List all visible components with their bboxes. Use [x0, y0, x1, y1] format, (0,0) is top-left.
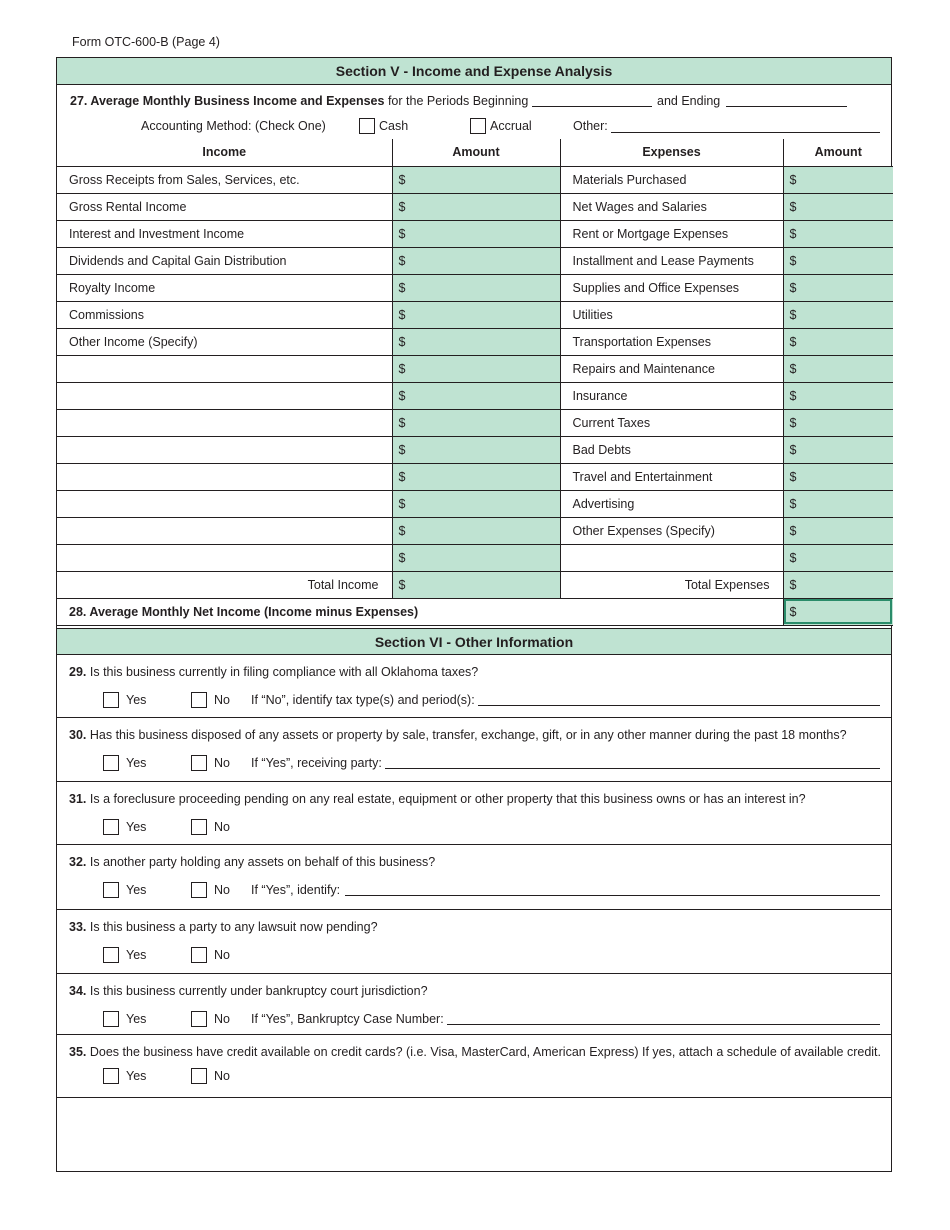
expense-item: Materials Purchased — [560, 166, 783, 193]
follow-up-field[interactable] — [447, 1024, 880, 1025]
question-text — [69, 792, 806, 806]
no-label: No — [214, 1012, 230, 1026]
expense-item: Supplies and Office Expenses — [560, 274, 783, 301]
follow-up-label: If “Yes”, Bankruptcy Case Number: — [251, 1012, 444, 1026]
table-row — [57, 544, 893, 571]
follow-up-label: If “Yes”, receiving party: — [251, 756, 382, 770]
question-body: Is this business currently under bankruptcy court jurisdiction? — [89, 984, 428, 998]
total-expenses-amount[interactable]: $ — [783, 571, 893, 598]
question-number: 35. — [69, 1045, 87, 1059]
question-number: 31. — [69, 792, 87, 806]
income-amount-field[interactable]: $ — [392, 328, 560, 355]
total-income-label: Total Income — [57, 571, 392, 598]
table-row — [57, 436, 893, 463]
expense-item: Other Expenses (Specify) — [560, 517, 783, 544]
form-id: Form OTC-600-B (Page 4) — [72, 35, 220, 49]
expense-amount-field[interactable]: $ — [783, 193, 893, 220]
q28-row — [57, 598, 893, 625]
follow-up-field[interactable] — [478, 705, 880, 706]
expense-amount-field[interactable]: $ — [783, 382, 893, 409]
no-checkbox[interactable] — [191, 755, 207, 771]
income-header: Income — [57, 139, 392, 166]
cash-label: Cash — [379, 119, 409, 133]
table-header-row — [57, 139, 893, 166]
expense-item: Bad Debts — [560, 436, 783, 463]
question-text — [69, 855, 435, 869]
yes-label: Yes — [126, 693, 147, 707]
table-row — [57, 490, 893, 517]
income-item — [57, 517, 392, 544]
income-item: Gross Rental Income — [57, 193, 392, 220]
no-checkbox[interactable] — [191, 1068, 207, 1084]
no-label: No — [214, 948, 230, 962]
no-checkbox[interactable] — [191, 1011, 207, 1027]
income-amount-field[interactable]: $ — [392, 490, 560, 517]
no-label: No — [214, 693, 230, 707]
yes-label: Yes — [126, 1012, 147, 1026]
expense-item: Transportation Expenses — [560, 328, 783, 355]
accrual-checkbox[interactable] — [470, 118, 486, 134]
income-amount-field[interactable]: $ — [392, 247, 560, 274]
section-vi-title: Section VI - Other Information — [57, 628, 891, 655]
no-label: No — [214, 820, 230, 834]
income-item — [57, 382, 392, 409]
table-row — [57, 301, 893, 328]
yes-label: Yes — [126, 820, 147, 834]
income-item — [57, 463, 392, 490]
table-row — [57, 409, 893, 436]
question-body: Is this business currently in filing compliance with all Oklahoma taxes? — [89, 665, 479, 679]
yes-checkbox[interactable] — [103, 1011, 119, 1027]
income-amount-field[interactable]: $ — [392, 409, 560, 436]
income-item: Interest and Investment Income — [57, 220, 392, 247]
table-row — [57, 328, 893, 355]
income-item — [57, 544, 392, 571]
income-amount-field[interactable]: $ — [392, 355, 560, 382]
question-33 — [57, 910, 891, 974]
section-v-title: Section V - Income and Expense Analysis — [57, 58, 891, 85]
expense-item: Installment and Lease Payments — [560, 247, 783, 274]
income-amount-field[interactable]: $ — [392, 436, 560, 463]
income-item: Dividends and Capital Gain Distribution — [57, 247, 392, 274]
expense-amount-field[interactable]: $ — [783, 301, 893, 328]
period-begin-field[interactable] — [532, 106, 652, 107]
yes-checkbox[interactable] — [103, 882, 119, 898]
expense-item: Repairs and Maintenance — [560, 355, 783, 382]
expense-amount-field[interactable]: $ — [783, 274, 893, 301]
income-item: Gross Receipts from Sales, Services, etc. — [57, 166, 392, 193]
income-item — [57, 409, 392, 436]
question-30 — [57, 718, 891, 782]
question-body: Has this business disposed of any assets or property by sale, transfer, exchange, gift, or in any other manner during the past 18 months? — [89, 728, 847, 742]
income-amount-field[interactable]: $ — [392, 220, 560, 247]
amount-header: Amount — [392, 139, 560, 166]
question-text — [69, 665, 478, 679]
totals-row — [57, 571, 893, 598]
question-number: 30. — [69, 728, 87, 742]
accrual-label: Accrual — [490, 119, 532, 133]
yes-checkbox[interactable] — [103, 947, 119, 963]
expense-item: Travel and Entertainment — [560, 463, 783, 490]
expense-amount-field[interactable]: $ — [783, 463, 893, 490]
expense-amount-field[interactable]: $ — [783, 409, 893, 436]
question-35 — [57, 1035, 891, 1098]
table-row — [57, 355, 893, 382]
q28-label: 28. Average Monthly Net Income (Income minus Expenses) — [57, 598, 783, 625]
net-income-amount[interactable]: $ — [783, 598, 893, 625]
no-checkbox[interactable] — [191, 947, 207, 963]
yes-label: Yes — [126, 1069, 147, 1083]
question-number: 29. — [69, 665, 87, 679]
table-row — [57, 463, 893, 490]
no-checkbox[interactable] — [191, 882, 207, 898]
question-29 — [57, 655, 891, 718]
income-item — [57, 355, 392, 382]
expense-item: Net Wages and Salaries — [560, 193, 783, 220]
table-row — [57, 166, 893, 193]
income-item: Royalty Income — [57, 274, 392, 301]
expense-amount-field[interactable]: $ — [783, 220, 893, 247]
expense-item: Advertising — [560, 490, 783, 517]
question-number: 33. — [69, 920, 87, 934]
follow-up-field[interactable] — [385, 768, 880, 769]
income-amount-field[interactable]: $ — [392, 463, 560, 490]
yes-checkbox[interactable] — [103, 692, 119, 708]
question-body: Is a foreclusure proceeding pending on any real estate, equipment or other property that this business owns or has an interest in? — [89, 792, 806, 806]
no-label: No — [214, 756, 230, 770]
table-row — [57, 247, 893, 274]
income-amount-field[interactable]: $ — [392, 301, 560, 328]
other-method-field[interactable] — [611, 132, 880, 133]
expense-item — [560, 544, 783, 571]
other-label: Other: — [573, 119, 608, 133]
amount-header-2: Amount — [783, 139, 893, 166]
expenses-header: Expenses — [560, 139, 783, 166]
no-checkbox[interactable] — [191, 819, 207, 835]
expense-amount-field[interactable]: $ — [783, 490, 893, 517]
follow-up-label: If “No”, identify tax type(s) and period(s): — [251, 693, 475, 707]
table-row — [57, 220, 893, 247]
follow-up-field[interactable] — [345, 895, 880, 896]
income-expense-table — [57, 139, 893, 626]
expense-item: Utilities — [560, 301, 783, 328]
yes-checkbox[interactable] — [103, 819, 119, 835]
question-number: 34. — [69, 984, 87, 998]
question-number: 32. — [69, 855, 87, 869]
income-item — [57, 490, 392, 517]
question-31 — [57, 782, 891, 845]
period-end-field[interactable] — [726, 106, 847, 107]
question-body: Does the business have credit available on credit cards? (i.e. Visa, MasterCard, American Express) If yes, attach a schedule of available credit. — [89, 1045, 882, 1059]
cash-checkbox[interactable] — [359, 118, 375, 134]
income-item — [57, 436, 392, 463]
expense-item: Rent or Mortgage Expenses — [560, 220, 783, 247]
question-34 — [57, 974, 891, 1035]
income-amount-field[interactable]: $ — [392, 382, 560, 409]
total-expenses-label: Total Expenses — [560, 571, 783, 598]
table-row — [57, 193, 893, 220]
question-body: Is another party holding any assets on behalf of this business? — [89, 855, 436, 869]
income-amount-field[interactable]: $ — [392, 517, 560, 544]
income-amount-field[interactable]: $ — [392, 193, 560, 220]
expense-amount-field[interactable]: $ — [783, 247, 893, 274]
expense-amount-field[interactable]: $ — [783, 328, 893, 355]
income-item: Commissions — [57, 301, 392, 328]
expense-amount-field[interactable]: $ — [783, 517, 893, 544]
expense-amount-field[interactable]: $ — [783, 355, 893, 382]
expense-item: Current Taxes — [560, 409, 783, 436]
accounting-method-label: Accounting Method: (Check One) — [141, 119, 326, 133]
question-text — [69, 1045, 881, 1059]
table-row — [57, 517, 893, 544]
follow-up-label: If “Yes”, identify: — [251, 883, 341, 897]
income-amount-field[interactable]: $ — [392, 544, 560, 571]
q27-rest: for the Periods Beginning — [387, 94, 529, 108]
income-amount-field[interactable]: $ — [392, 166, 560, 193]
table-row — [57, 274, 893, 301]
question-32 — [57, 845, 891, 910]
no-checkbox[interactable] — [191, 692, 207, 708]
yes-label: Yes — [126, 883, 147, 897]
and-ending-label: and Ending — [657, 94, 721, 108]
no-label: No — [214, 883, 230, 897]
income-amount-field[interactable]: $ — [392, 274, 560, 301]
expense-amount-field[interactable]: $ — [783, 436, 893, 463]
expense-item: Insurance — [560, 382, 783, 409]
total-income-amount[interactable]: $ — [392, 571, 560, 598]
yes-label: Yes — [126, 756, 147, 770]
yes-label: Yes — [126, 948, 147, 962]
question-text — [69, 920, 378, 934]
table-row — [57, 382, 893, 409]
yes-checkbox[interactable] — [103, 1068, 119, 1084]
question-body: Is this business a party to any lawsuit now pending? — [89, 920, 378, 934]
form-container — [56, 57, 892, 1172]
question-text — [69, 728, 847, 742]
no-label: No — [214, 1069, 230, 1083]
yes-checkbox[interactable] — [103, 755, 119, 771]
expense-amount-field[interactable]: $ — [783, 544, 893, 571]
income-item: Other Income (Specify) — [57, 328, 392, 355]
q27-label — [70, 94, 528, 108]
q27-bold: 27. Average Monthly Business Income and Expenses — [70, 94, 385, 108]
expense-amount-field[interactable]: $ — [783, 166, 893, 193]
question-text — [69, 984, 428, 998]
